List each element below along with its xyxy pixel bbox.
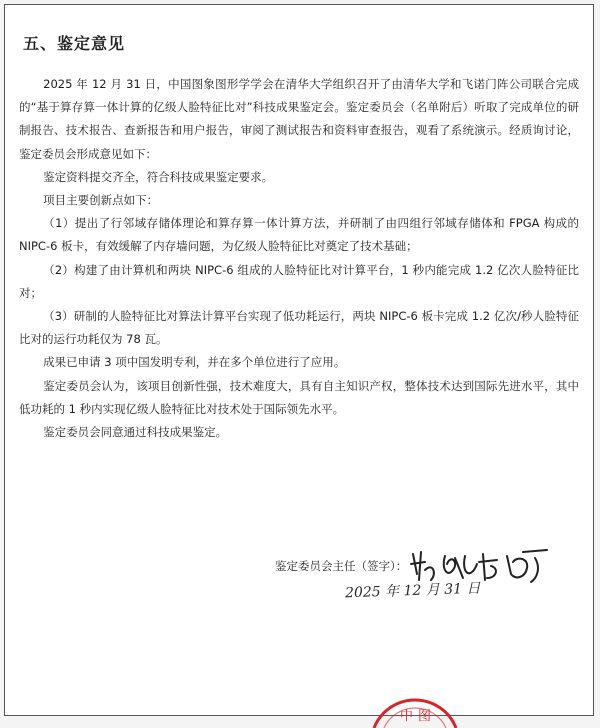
assessment-paragraph: 鉴定委员会认为，该项目创新性强，技术难度大，具有自主知识产权，整体技术达到国际先进水平，其中低功耗的 1 秒内实现亿级人脸特征比对技术处于国际领先水平。 xyxy=(19,378,579,416)
red-seal-stamp xyxy=(370,688,460,728)
intro-paragraph: 2025 年 12 月 31 日，中国图象图形学学会在清华大学组织召开了由清华大学和飞诺门阵公司联合完成的“基于算存算一体计算的亿级人脸特征比对”科技成果鉴定会。鉴定委员会（名单附后）听取了完成单位的研制报告、技术报告、查新报告和用户报告，审阅了测试报告和资料审查报告，观看了系统演示。经质询讨论，鉴定委员会形成意见如下： xyxy=(19,77,579,161)
opinion-body xyxy=(19,73,579,444)
signature-label: 鉴定委员会主任（签字）： xyxy=(275,559,408,573)
svg-text:图: 图 xyxy=(418,709,432,724)
materials-paragraph: 鉴定资料提交齐全，符合科技成果鉴定要求。 xyxy=(43,169,274,184)
svg-text:中: 中 xyxy=(400,709,414,724)
conclusion-paragraph: 鉴定委员会同意通过科技成果鉴定。 xyxy=(43,425,228,440)
innovation-item-2: （2）构建了由计算机和两块 NIPC-6 组成的人脸特征比对计算平台，1 秒内能完成 1.2 亿次人脸特征比对； xyxy=(19,262,579,300)
innovations-intro: 项目主要创新点如下： xyxy=(43,193,159,208)
document-page xyxy=(4,4,594,716)
patents-paragraph: 成果已申请 3 项中国发明专利，并在多个单位进行了应用。 xyxy=(43,355,346,370)
innovation-item-1: （1）提出了行邻域存储体理论和算存算一体计算方法，并研制了由四组行邻域存储体和 FPGA 构成的 NIPC-6 板卡，有效缓解了内存墙问题，为亿级人脸特征比对奠定了技术基础； xyxy=(19,216,579,254)
innovation-item-3: （3）研制的人脸特征比对算法计算平台实现了低功耗运行，两块 NIPC-6 板卡完成 1.2 亿次/秒人脸特征比对的运行功耗仅为 78 瓦。 xyxy=(19,309,579,347)
section-heading: 五、鉴定意见 xyxy=(23,34,126,53)
handwritten-date: 2025 年 12 月 31 日 xyxy=(344,580,481,602)
